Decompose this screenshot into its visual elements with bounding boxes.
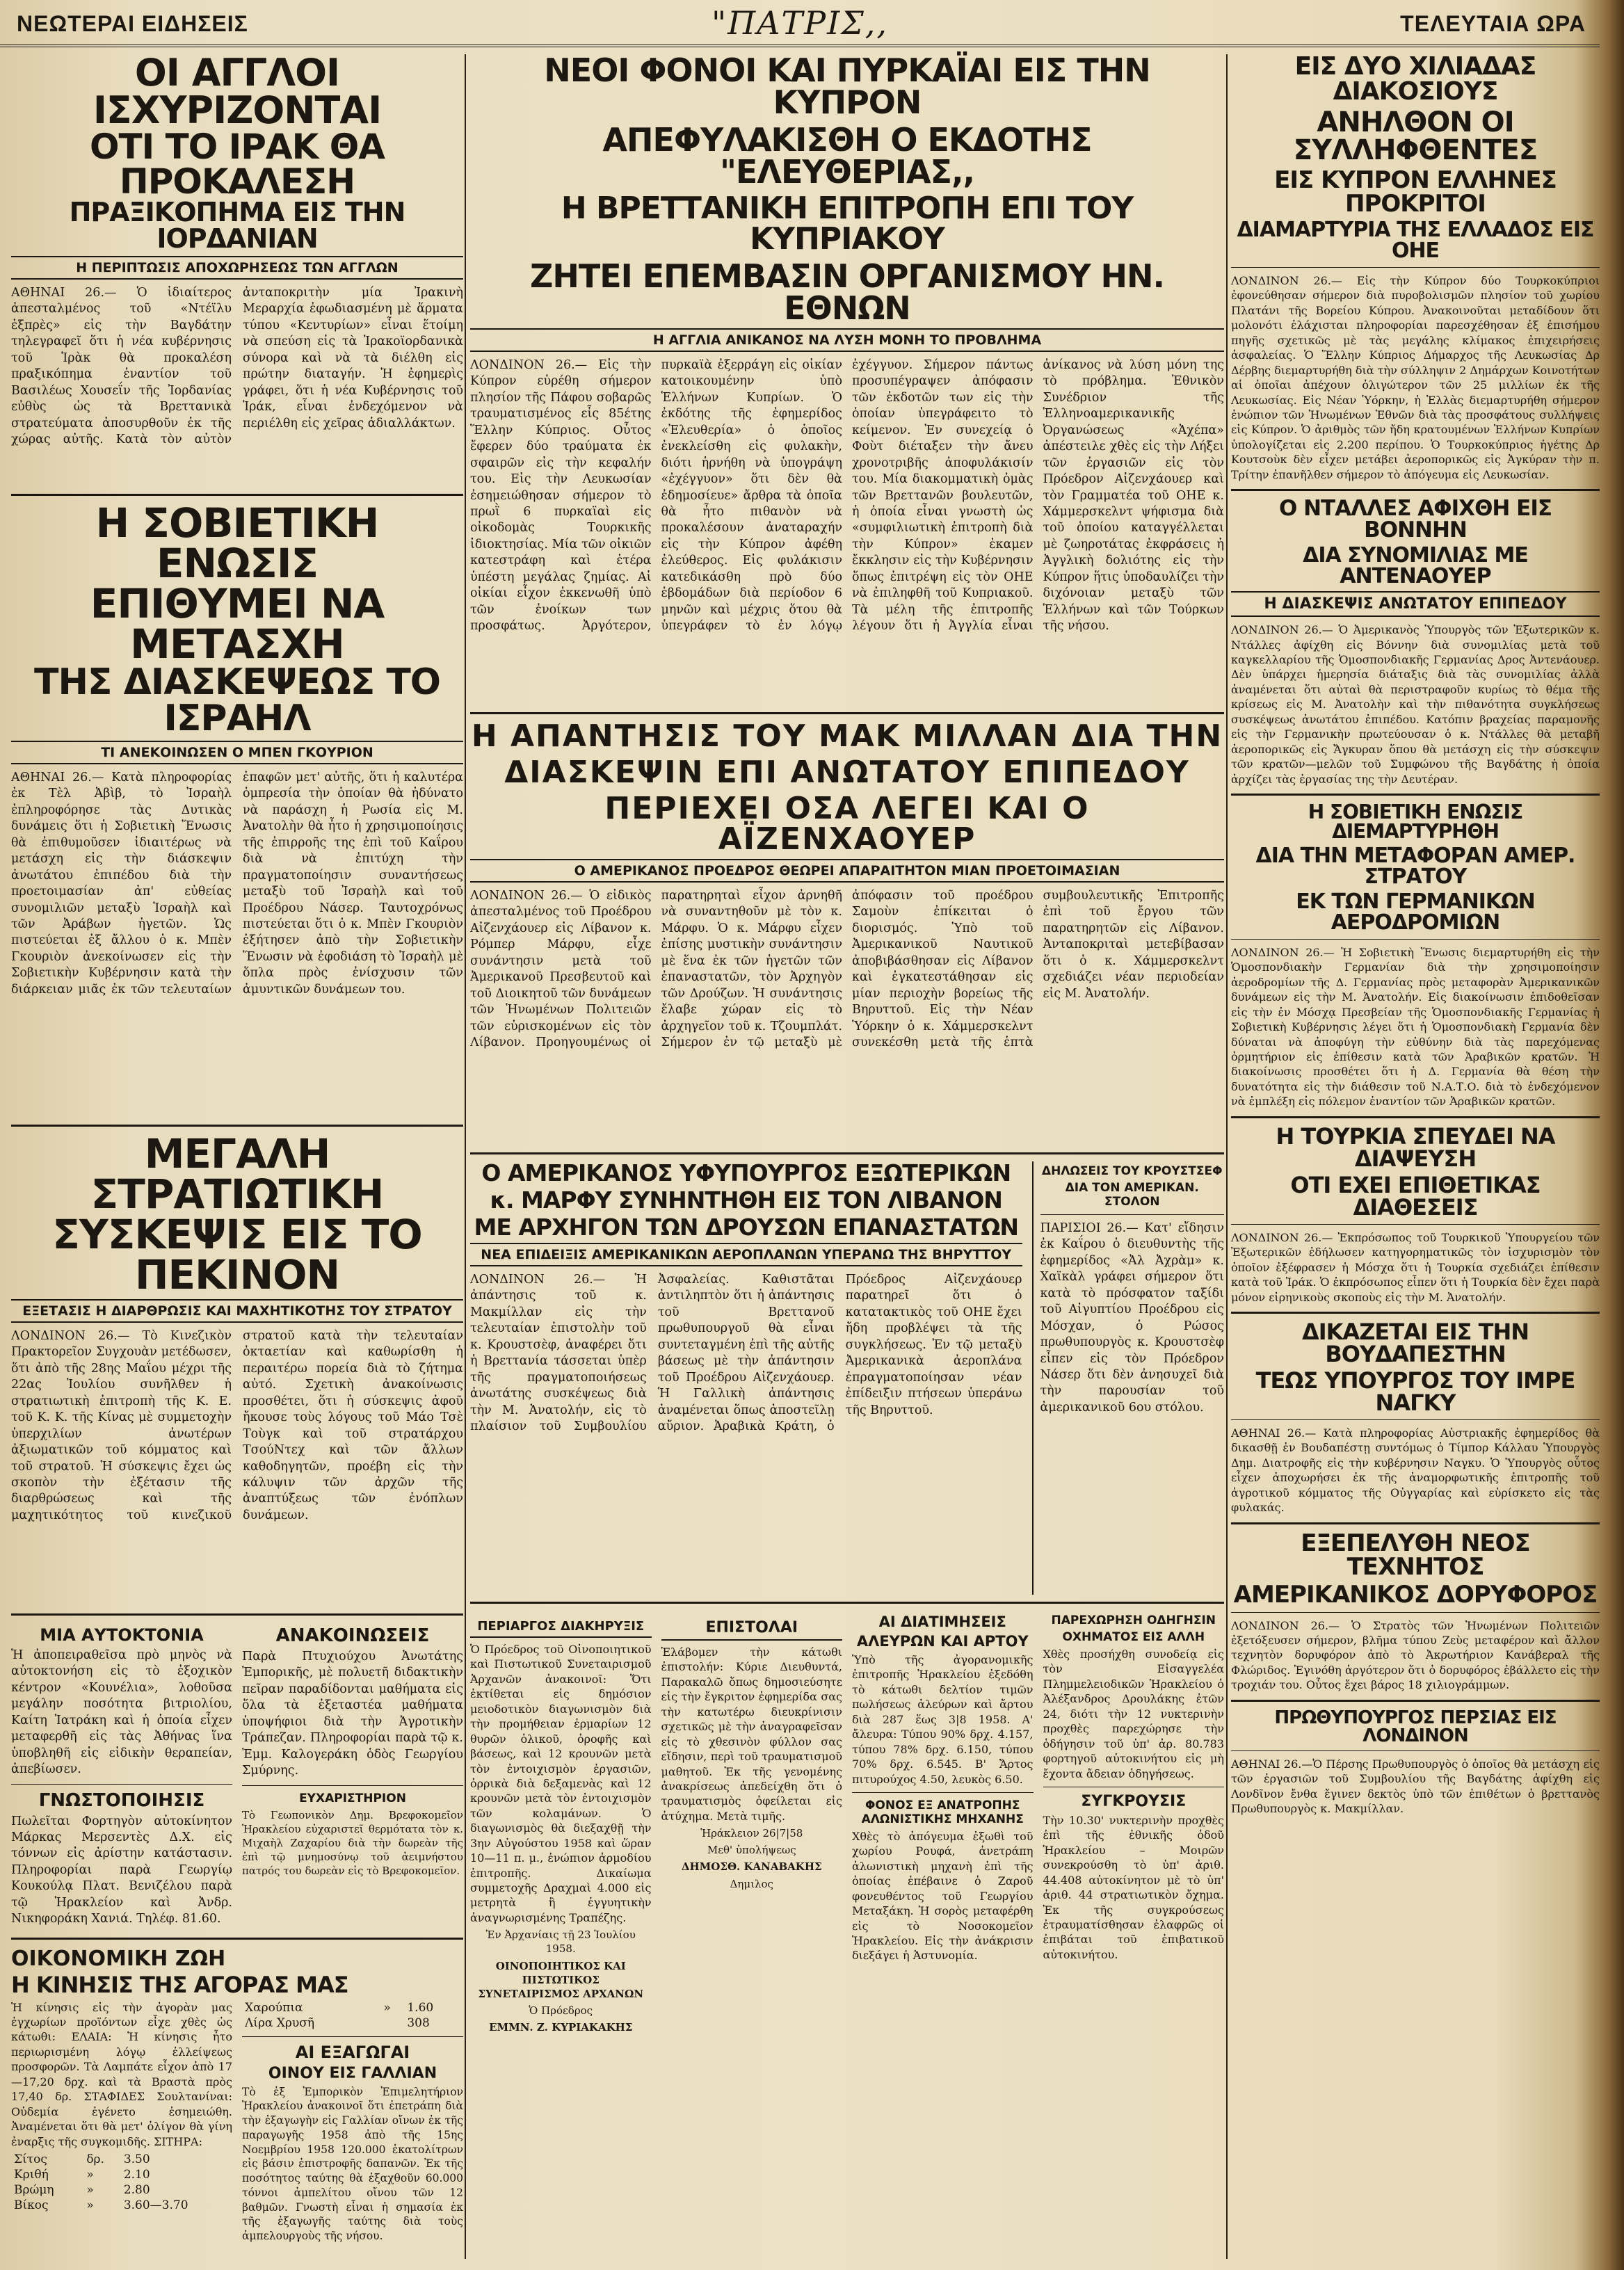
section-title: ΟΙΚΟΝΟΜΙΚΗ ΖΩΗ (11, 1946, 226, 1971)
article-cyprus-arrests (1231, 54, 1600, 482)
article-body: Χθὲς προσήχθη συνοδείᾳ εἰς τὸν Εἰσαγγελέα Πλημμελειοδικῶν Ἡρακλείου ὁ Ἀλέξανδρος Δρουλάκης ἐτῶν 24, διότι τὴν 12 νυκτερινὴν προχθὲς παρεχώρησε τὴν ὁδήγησιν τοῦ ὑπ' ἀρ. 80.783 φορτηγοῦ αὐτοκινήτου εἰς μὴ ἔχοντα ἄδειαν ὁδηγήσεως. (1043, 1648, 1224, 1780)
economy-section (11, 1947, 463, 2246)
headline: ΦΟΝΟΣ ΕΞ ΑΝΑΤΡΟΠΗΣ ΑΛΩΝΙΣΤΙΚΗΣ ΜΗΧΑΝΗΣ (861, 1798, 1024, 1826)
notice-body: Πωλεῖται Φορτηγὸν αὐτοκίνητον Μάρκας Μερσεντὲς Δ.Χ. εἰς τόννων εἰς ἀρίστην κατάστασιν. Πληροφορίαι παρὰ Γεωργίῳ Κουκούλᾳ Πλατ. Βενιζέλου παρὰ τῷ Ἡρακλείον καὶ Ἀνδρ. Νικηφοράκη Χανιά. Τηλέφ. 81.60. (11, 1814, 232, 1926)
headline-line: ΕΚ ΤΩΝ ΓΕΡΜΑΝΙΚΩΝ ΑΕΡΟΔΡΟΜΙΩΝ (1296, 889, 1535, 935)
headline-line: Η ΣΟΒΙΕΤΙΚΗ ΕΝΩΣΙΣ (95, 499, 379, 587)
column-divider (1226, 54, 1228, 2259)
headline-line: Ο ΝΤΑΛΛΕΣ ΑΦΙΧΘΗ ΕΙΣ ΒΟΝΝΗΝ (1278, 496, 1552, 543)
headline-line: ΤΗΣ ΔΙΑΣΚΕΨΕΩΣ ΤΟ ΙΣΡΑΗΛ (34, 661, 440, 739)
quotes-table (242, 2000, 463, 2031)
signature-line: Μεθ' ὑπολήψεως (707, 1844, 796, 1857)
headline-line: ΔΙΑΜΑΡΤΥΡΙΑ ΤΗΣ ΕΛΛΑΔΟΣ ΕΙΣ ΟΗΕ (1237, 218, 1594, 263)
article-iraq-jordan (11, 51, 463, 487)
headline-line: ΠΕΡΙΕΧΕΙ ΟΣΑ ΛΕΓΕΙ ΚΑΙ Ο ΑΪΖΕΝΧΑΟΥΕΡ (604, 791, 1090, 857)
article-satellite (1231, 1531, 1600, 1693)
notice-title: ΓΝΩΣΤΟΠΟΙΗΣΙΣ (38, 1789, 205, 1811)
headline-line: ΠΡΑΞΙΚΟΠΗΜΑ ΕΙΣ ΤΗΝ ΙΟΡΔΑΝΙΑΝ (69, 197, 405, 254)
notice-body: Ὁ Πρόεδρος τοῦ Οἰνοποιητικοῦ καὶ Πιστωτικοῦ Συνεταιρισμοῦ Ἀρχανῶν ἀνακοινοῖ: Ὅτι ἐκτίθεται εἰς δημόσιον μειοδοτικὸν διαγωνισμὸν διὰ τὴν προμήθειαν ἐρμαρίων 12 θυρῶν ὁλικοῦ, ὀροφῆς καὶ βάσεως, καὶ 12 κρουνῶν μετὰ τὸν ἐντοιχισμὸν ἐργασιῶν, ὀρρικὰ διὰ δεξαμενὰς καὶ 12 κρουνῶν μετὰ τὸν ἐντοιχισμὸν τῶν κολαμάνων. Ὁ διαγωνισμὸς θὰ διεξαχθῇ τὴν 3ην Αὐγούστου 1958 καὶ ὥραν 10—11 π. μ., ἐνώπιον ἁρμοδίου ἐπιτροπῆς. Δικαίωμα συμμετοχῆς Δραχμαὶ 4.000 εἰς μετρητὰ ἢ ἐγγυητικὴν ἀναγνωρισμένης Τραπέζης. (470, 1643, 652, 1924)
notice-body: Παρὰ Πτυχιούχου Ἀνωτάτης Ἐμπορικῆς, μὲ πολυετῆ διδακτικὴν πεῖραν παραδίδονται μαθήματα εἰς ὅλα τὰ ἐξεταστέα μαθήματα ὑποψήφιοι διὰ τὴν Ἀγροτικὴν Τράπεζαν. Πληροφορίαι παρὰ τῷ κ. Ἐμμ. Καλογεράκη ὁδὸς Γεωργίου Σμύρνης. (242, 1650, 463, 1778)
article-body: ΛΟΝΔΙΝΟΝ 26.— Ὁ Στρατὸς τῶν Ἡνωμένων Πολιτειῶν ἐξετόξευσεν σήμερον, βλῆμα τύπου Ζεὺς μεταφέρον καὶ ἄλλον τεχνητὸν δορυφόρον ἀπὸ τὸ Ἀκρωτήριον Κανάβεραλ τῆς Φλώριδος. Ἐγινόθη ἀργότερον ὅτι ὁ δορυφόρος ἐβάλλετο εἰς τὴν τροχιάν του. Οὗτος ἔχει βάρος 18 χιλιογράμμων. (1231, 1618, 1600, 1692)
headline-line: ΖΗΤΕΙ ΕΠΕΜΒΑΣΙΝ ΟΡΓΑΝΙΣΜΟΥ ΗΝ. ΕΘΝΩΝ (529, 257, 1165, 327)
article-body: ΑΘΗΝΑΙ 26.— Ὁ ἰδιαίτερος ἀπεσταλμένος τοῦ «Ντέϊλυ ἐξπρὲς» εἰς τὴν Βαγδάτην τηλεγραφεῖ ὅτι ἡ νέα κυβέρνησις τοῦ Ἰρὰκ θὰ προκαλέση πραξικόπημα ἐναντίον τοῦ Βασιλέως Χουσεΐν τῆς Ἰορδανίας εὐθὺς ὡς τὰ Βρεττανικὰ στρατεύματα ἀποσυρθοῦν ἐκ τῆς χώρας αὐτῆς. Κατὰ τὸν αὐτὸν ἀνταποκριτὴν μία Ἰρακινὴ Μεραρχία ἐφωδιασμένη μὲ ἅρματα τύπου «Κεντυρίων» εἶναι ἕτοίμη νὰ σπεύση εἰς τὰ Ἰρακοϊορδανικὰ σύνορα καὶ νὰ τὰ διέλθη εἰς πρώτην διαταγήν. Ἡ ἐφημερὶς γράφει, ὅτι ἡ νέα Κυβέρνησις τοῦ Ἰράκ, εἶναι ἐνδεχόμενον νὰ περιέλθη εἰς χεῖρας ἀδιαλλάκτων. (11, 286, 463, 446)
headline-line: ΟΤΙ ΕΧΕΙ ΕΠΙΘΕΤΙΚΑΣ ΔΙΑΘΕΣΕΙΣ (1290, 1171, 1541, 1221)
subheadline: ΝΕΑ ΕΠΙΔΕΙΞΙΣ ΑΜΕΡΙΚΑΝΙΚΩΝ ΑΕΡΟΠΛΑΝΩΝ ΥΠΕΡΑΝΩ ΤΗΣ ΒΗΡΥΤΤΟΥ (470, 1243, 1022, 1266)
price-row: Σίτος δρ. 3.50 (14, 2152, 150, 2166)
headline-line: ΕΞΕΠΕΛΥΘΗ ΝΕΟΣ ΤΕΧΝΗΤΟΣ (1301, 1529, 1530, 1581)
notice-title: ΑΝΑΚΟΙΝΩΣΕΙΣ (275, 1625, 430, 1646)
notice-body: Ἡ ἀποπειραθεῖσα πρὸ μηνὸς νὰ αὐτοκτονήση εἰς τὸ ἐξοχικὸν κέντρον «Κουνέλια», λοθοῦσα μεγάλην ποσότητα βιτριολίου, Καίτη Ἰατράκη καὶ ἡ ὁποία εἶχεν μεταφερθῆ εἰς τὰς Ἀθήνας ἵνα ὑποβληθῆ εἰς εἰδικὴν θεραπείαν, ἀπεβίωσεν. (11, 1648, 232, 1777)
headline: ΠΡΩΘΥΠΟΥΡΓΟΣ ΠΕΡΣΙΑΣ ΕΙΣ ΛΟΝΔΙΝΟΝ (1274, 1707, 1557, 1746)
article-body: ΑΘΗΝΑΙ 26.— Κατὰ πληροφορίας ἐκ Τὲλ Ἀβὶβ, τὸ Ἰσραὴλ ἐπληροφόρησε τὰς Δυτικὰς δυνάμεις ὅτι ἡ Σοβιετικὴ Ἕνωσις θὰ ἐπιθυμοῦσεν ἰδιαιτέρως νὰ μετάσχη εἰς τὴν διάσκεψιν ἀνωτάτου ἐπιπέδου διὰ τὴν προετοιμασίαν ἀπ' εὐθείας συνομιλιῶν μεταξὺ Ἰσραὴλ καὶ τῶν Ἀράβων ἡγετῶν. Ὡς πιστεύεται ἐξ ἄλλου ὁ κ. Μπὲν Γκουριὸν ἀνεκοίνωσεν εἰς τὴν Σοβιετικὴν Κυβέρνησιν κατὰ τὴν διάρκειαν μιᾶς ἐκ τῶν τελευταίων ἐπαφῶν μετ' αὐτῆς, ὅτι ἡ καλυτέρα ὁμπρεσία τὴν ὁποίαν θὰ ἠδύνατο νὰ παράσχη ἡ Ρωσία εἰς Μ. Ἀνατολὴν θὰ ἦτο ἡ χρησιμοποίησις τῆς ἐπιρροῆς της ἐπὶ τοῦ Καΐρου διὰ νὰ ἐπιτύχη τὴν πραγματοποίησιν συναντήσεως μεταξὺ τοῦ Ἰσραὴλ καὶ τοῦ Προέδρου Νάσερ. Ταυτοχρόνως πιστεύεται ὅτι ὁ κ. Μπὲν Γκουριὸν ἐξήτησεν ἀπὸ τὴν Σοβιετικὴν Ἕνωσιν νὰ ἐφοδιάση τὸ Ἰσραὴλ μὲ ὅπλα πρὸς ἐνίσχυσιν τῶν ἀμυντικῶν δυνάμεων του. (11, 771, 463, 997)
headline-line: Η ΤΟΥΡΚΙΑ ΣΠΕΥΔΕΙ ΝΑ ΔΙΑΨΕΥΣΗ (1276, 1122, 1555, 1172)
signature-line: ΟΙΝΟΠΟΙΗΤΙΚΟΣ ΚΑΙ ΠΙΣΤΩΤΙΚΟΣ ΣΥΝΕΤΑΙΡΙΣΜΟΣ ΑΡΧΑΝΩΝ (478, 1959, 644, 2000)
article-body: ΛΟΝΔΙΝΟΝ 26.— Ὁ εἰδικὸς ἀπεσταλμένος τοῦ Προέδρου Αἰζενχάουερ εἰς Λίβανον κ. Ρόμπερ Μάρφυ, εἶχε συνάντησιν μετὰ τοῦ Ἀμερικανοῦ Πρεσβευτοῦ καὶ τοῦ Διοικητοῦ τῶν δυνάμεων τῶν Ἡνωμένων Πολιτειῶν τῶν εὑρισκομένων εἰς τὸν Λίβανον. Προηγουμένως οἱ παρατηρηταὶ εἶχον ἀρνηθῆ νὰ συναντηθοῦν μὲ τὸν κ. Μάρφυ. Ὁ κ. Μάρφυ εἶχεν ἐπίσης μυστικὴν συνάντησιν μὲ ἕνα ἐκ τῶν ἡγετῶν τῶν ἐπαναστατῶν, τὸν Ἀρχηγὸν τῶν Δρούζων. Ἡ συνάντησις ἔλαβε χώραν εἰς τὸ ἀρχηγεῖον τοῦ κ. Τζουμπλάτ. Σήμερον ἐν τῷ μεταξὺ μὲ ἀπόφασιν τοῦ προέδρου Σαμοὺν ἐπίκειται ὁ διορισμός. Ὑπὸ τοῦ Ἀμερικανικοῦ Ναυτικοῦ ἀποβιβάσθησαν εἰς Λίβανον καὶ ἐγκατεστάθησαν εἰς μίαν περιοχὴν βορείως τῆς Βηρυττοῦ. Εἰς τὴν Νέαν Ὑόρκην ὁ κ. Χάμμερσκελντ συνεκέσθη μετὰ τῆς ἑπτὰ συμβουλευτικῆς Ἐπιτροπῆς ἐπὶ τοῦ ἔργου τῶν παρατηρητῶν εἰς Λίβανον. Ἀνταποκριταὶ μετεβίβασαν ὅτι ὁ κ. Χάμμερσκελντ σχεδιάζει νέαν περιοδείαν εἰς Μ. Ἀνατολήν. (470, 889, 1224, 1049)
masthead-right-label: ΤΕΛΕΥΤΑΙΑ ΩΡΑ (1400, 11, 1586, 36)
headline: ΣΥΓΚΡΟΥΣΙΣ (1081, 1792, 1187, 1810)
article-body: ΛΟΝΔΙΝΟΝ 26.— Ἡ ἀπάντησις τοῦ κ. Μακμίλλαν εἰς τὴν τελευταίαν ἐπιστολὴν τοῦ κ. Κρουστσὲφ, ἀναφέρει ὅτι ἡ Βρεττανία τάσσεται ὑπὲρ τῆς πραγματοποιήσεως ἀνωτάτης συσκέψεως διὰ τὴν Μ. Ἀνατολήν, εἰς τὸ πλαίσιον τοῦ Συμβουλίου Ἀσφαλείας. Καθιστᾶται ἀντιληπτὸν ὅτι ἡ ἀπάντησις τοῦ Βρεττανοῦ πρωθυπουργοῦ θὰ εἶναι συντεταγμένη ἐπὶ τῆς αὐτῆς βάσεως μὲ τὴν ἀπάντησιν τοῦ Προέδρου Αἰζενχάουερ. Ἡ Γαλλικὴ ἀπάντησις ἀναμένεται ὅπως ἀποστεῖλῃ αὔριον. Ἀραβικὰ Κράτη, ὁ Πρόεδρος Αἰζενχάουερ παρατηρεῖ ὅτι ὁ κατατακτικὸς τοῦ ΟΗΕ ἔχει ἤδη προβλέψει τὰ τῆς συγκλήσεως. Ἐν τῷ μεταξὺ Ἀμερικανικὰ ἀεροπλάνα ἐπραγματοποίησαν νέαν ἐπίδειξιν πτήσεων ὑπεράνω τῆς Βηρυττοῦ. (470, 1273, 1022, 1433)
column-right (1231, 54, 1600, 1819)
signature-line: Ἐν Ἀρχανίαις τῇ 23 Ἰουλίου 1958. (485, 1929, 636, 1956)
price-row: Βίκος » 3.60—3.70 (14, 2198, 188, 2212)
headline-line: ΕΙΣ ΔΥΟ ΧΙΛΙΑΔΑΣ ΔΙΑΚΟΣΙΟΥΣ (1294, 52, 1536, 106)
newspaper-title: "ΠΑΤΡΙΣ,, (711, 4, 889, 42)
column-left (11, 51, 463, 2246)
headline-line: ΟΤΙ ΤΟ ΙΡΑΚ ΘΑ ΠΡΟΚΑΛΕΣΗ (90, 127, 385, 202)
subheadline: Ο ΑΜΕΡΙΚΑΝΟΣ ΠΡΟΕΔΡΟΣ ΘΕΩΡΕΙ ΑΠΑΡΑΙΤΗΤΟΝ ΜΙΑΝ ΠΡΟΕΤΟΙΜΑΣΙΑΝ (470, 859, 1224, 883)
article-body: ΑΘΗΝΑΙ 26.— Κατὰ πληροφορίας Αὐστριακῆς ἐφημερίδος θὰ δικασθῇ ἐν Βουδαπέστῃ συντόμως ὁ Τίμπορ Κάλλαυ Ὑπουργὸς Δημ. Διατροφῆς εἰς τὴν κυβέρνησιν Ναγκυ. Ὁ Ὑπουργὸς οὗτος εἶχεν ἀποχωρήσει ἐκ τῆς ἀναμορφωτικῆς ἐπιτροπῆς τοῦ ἀγροτικοῦ κόμματος τῆς Οὐγγαρίας καὶ εὑρίσκετο εἰς τὰς φυλακάς. (1231, 1426, 1600, 1515)
signature-line: Ὁ Πρόεδρος (529, 2004, 593, 2017)
headline-line: ΣΥΣΚΕΨΙΣ ΕΙΣ ΤΟ ΠΕΚΙΝΟΝ (52, 1211, 422, 1298)
article-peking-conference (11, 1130, 463, 1607)
headline-line: ΔΙΑΣΚΕΨΙΝ ΕΠΙ ΑΝΩΤΑΤΟΥ ΕΠΙΠΕΔΟΥ (504, 755, 1190, 790)
headline-line: Η ΣΟΒΙΕΤΙΚΗ ΕΝΩΣΙΣ ΔΙΕΜΑΡΤΥΡΗΘΗ (1308, 800, 1523, 843)
headline-line: ΔΙΑ ΤΗΝ ΜΕΤΑΦΟΡΑΝ ΑΜΕΡ. ΣΤΡΑΤΟΥ (1255, 843, 1575, 889)
column-divider (465, 54, 466, 2259)
headline-line: ΝΕΟΙ ΦΟΝΟΙ ΚΑΙ ΠΥΡΚΑΪΑΙ ΕΙΣ ΤΗΝ ΚΥΠΡΟΝ (544, 51, 1150, 121)
masthead-left-label: ΝΕΩΤΕΡΑΙ ΕΙΔΗΣΕΙΣ (17, 11, 248, 36)
article-body: ΛΟΝΔΙΝΟΝ 26.— Ἐκπρόσωπος τοῦ Τουρκικοῦ Ὑπουργείου τῶν Ἐξωτερικῶν ἐδήλωσεν κατηγορηματικῶς τὸν ἰσχυρισμὸν τὸν ὁποῖον ἐξέφρασεν ἡ Μόσχα ὅτι ἡ Τουρκία σχεδιάζει ἐπίθεσιν κατὰ τοῦ Ἰράκ. Ὁ ἐκπρόσωπος εἶπεν ὅτι ἡ Τουρκία δὲν ἔχει παρὰ μόνον εἰρηνικοὺς σκοποὺς εἰς τὴν Μ. Ἀνατολήν. (1231, 1230, 1600, 1304)
article-body: Ἡ κίνησις εἰς τὴν ἀγορὰν μας ἐγχωρίων προϊόντων εἶχε χθὲς ὡς κάτωθι: ΕΛΑΙΑ: Ἡ κίνησις ἦτο περιωρισμένη λόγῳ ἐλλείψεως προσφορῶν. Τὰ Λαμπάτε εἶχον ἀπὸ 17—17,20 δρχ. καὶ τὰ Βραστὰ πρὸς 17,40 δρ. ΣΤΑΦΙΔΕΣ Σουλτανίναι: Οὐδεμία ἐγένετο ἐσημειώθη. Ἀναμένεται ὅτι θὰ μετ' ὀλίγον θὰ γίνη ἐναρξις τῆς συγκομιδῆς. ΣΙΤΗΡΑ: (11, 2000, 232, 2148)
headline-line: ΤΕΩΣ ΥΠΟΥΡΓΟΣ ΤΟΥ ΙΜΡΕ ΝΑΓΚΥ (1255, 1367, 1575, 1416)
notice-body: Τὸ Γεωπονικὸν Δημ. Βρεφοκομεῖον Ἡρακλείου εὐχαριστεῖ θερμότατα τὸν κ. Μιχαὴλ Ζαχαρίου διὰ τὴν δωρεὰν τῆς ἐπὶ τῷ μνημοσύνῳ τοῦ ἀειμνήστου πατρός του δωρεὰν εἰς τὸ Βρεφοκομεῖον. (242, 1808, 463, 1877)
notice-title: ΜΙΑ ΑΥΤΟΚΤΟΝΙΑ (40, 1625, 204, 1645)
article-soviet-israel (11, 499, 463, 1118)
small-notices (11, 1623, 463, 1931)
subheadline: ΕΞΕΤΑΣΙΣ Η ΔΙΑΡΘΡΩΣΙΣ ΚΑΙ ΜΑΧΗΤΙΚΟΤΗΣ ΤΟΥ ΣΤΡΑΤΟΥ (11, 1299, 463, 1323)
signature-line: Ἡράκλειον 26|7|58 (700, 1827, 803, 1840)
article-cyprus-lead (470, 51, 1224, 705)
article-body: ΛΟΝΔΙΝΟΝ 26.— Εἰς τὴν Κύπρον εὑρέθη σήμερον πλησίον τῆς Πάφου σοβαρῶς τραυματισμένος εἷς 85έτης Ἕλλην Κύπριος. Οὗτος ἔφερεν δύο τραύματα ἐκ σφαιρῶν εἰς τὴν κεφαλήν του. Εἰς τὴν Λευκωσίαν ἐσημειώθησαν σήμερον τὸ πρωῒ 6 πυρκαϊαὶ εἰς οἰκοδομὰς Τουρκικῆς ἰδιοκτησίας. Μία τῶν οἰκιῶν κατεστράφη καὶ ἑτέρα ὑπέστη μεγάλας ζημίας. Αἱ οἰκίαι εἶχον ἐκκενωθῆ ὑπὸ τῶν ἐνοίκων των προσφάτως. Ἀργότερον, πυρκαϊὰ ἐξερράγη εἰς οἰκίαν κατοικουμένην ὑπὸ Ἑλλήνων Κυπρίων. Ὁ ἐκδότης τῆς ἐφημερίδος «Ἐλευθερία» ὁ ὁποῖος ἐνεκλείσθη εἰς φυλακὴν, διότι ἠρνήθη νὰ ὑπογράψη «ἐχέγγυον» ὅτι δὲν θὰ ἐδημοσίευε» ἄρθρα τὰ ὁποῖα θὰ ἦτο πιθανὸν νὰ προκαλέσουν ἀναταραχήν εἰς τὴν Κύπρον ἀφέθη ἐλεύθερος. Εἰς φυλάκισιν κατεδικάσθη πρὸ δύο ἑβδομάδων διὰ περίοδον 6 μηνῶν καὶ μέχρις ὅτου θὰ ὑπεγράφεν τὸ ἐν λόγῳ ἐχέγγυον. Σήμερον πάντως προσυπέγραψεν ἀπόφασιν τῶν ἐκδοτῶν των εἰς τὴν ὁποίαν ὑπεγράφειτο τὸ κείμενον. Ἐν συνεχείᾳ ὁ Φοὺτ διέταξεν τὴν ἄνευ χρονοτριβῆς ἀποφυλάκισίν του. Μία διακομματικὴ ὁμὰς τῶν Βρεττανῶν βουλευτῶν, ἡ ὁποία εἶναι γνωστὴ ὡς «συμφιλιωτικὴ ἐπιτροπὴ διὰ τὴν Κύπρον» ἐκαμεν ἔκκλησιν εἰς τὴν Κυβέρνησιν ὅπως ἐπιτρέψη εἰς τὸν ΟΗΕ νὰ ἐπιληφθῆ τοῦ Κυπριακοῦ. Τὰ μέλη τῆς ἐπιτροπῆς λέγουν ὅτι ἡ Ἀγγλία εἶναι ἀνίκανος νὰ λύση μόνη της τὸ πρόβλημα. Ἐθνικὸν Συνέδριον τῆς Ἑλληνοαμερικανικῆς Ὀργανώσεως «Ἀχέπα» ἀπέστειλε χθὲς εἰς τὴν Λήξει τῶν ἐργασιῶν εἰς τὸν Πρόεδρον Αἰζενχάουερ καὶ τὸν Γραμματέα τοῦ ΟΗΕ κ. Χάμμερσκελντ ψήφισμα διὰ τοῦ ὁποίου καταγγέλλεται μὲ ζωηροτάτας ἐκφράσεις ἡ Ἀγγλικὴ δολιότης εἰς τὴν Κύπρον ἥτις ὑποδαυλίζει τὴν διχόνοιαν μεταξὺ τῶν Ἑλλήνων καὶ τῶν Τούρκων τῆς νήσου. (470, 358, 1224, 633)
headline-line: ΑΙ ΕΞΑΓΩΓΑΙ (295, 2042, 410, 2062)
notice-title: ΠΕΡΙΑΡΓΟΣ ΔΙΑΚΗΡΥΞΙΣ (470, 1616, 652, 1638)
subheadline: Η ΑΓΓΛΙΑ ΑΝΙΚΑΝΟΣ ΝΑ ΛΥΣΗ ΜΟΝΗ ΤΟ ΠΡΟΒΛΗΜΑ (470, 328, 1224, 352)
article-dulles-bonn (1231, 498, 1600, 787)
signature-line: ΔΗΜΟΣΘ. ΚΑΝΑΒΑΚΗΣ (681, 1860, 822, 1874)
bottom-notices (470, 1611, 1224, 2037)
article-body: ΛΟΝΔΙΝΟΝ 26.— Ἡ Σοβιετικὴ Ἕνωσις διεμαρτυρήθη εἰς τὴν Ὁμοσπονδιακὴν Γερμανίαν διὰ τὴν χρησιμοποίησιν ἀεροδρομίων τῆς Δ. Γερμανίας πρὸς μεταφορὰν Ἀμερικανικῶν δυνάμεων εἰς τὴν Μ. Ἀνατολήν. Εἰς διακοίνωσιν ἐπιδοθεῖσαν εἰς τὴν ἐν Μόσχᾳ Πρεσβείαν τῆς Ὁμοσπονδιακῆς Γερμανίας ἡ Σοβιετικὴ Κυβέρνησις λέγει ὅτι ἡ Ὁμοσπονδιακὴ Γερμανία δὲν δύναται νὰ ἀποφύγη τὴν εὐθύνην διὰ τὰς παρεχόμενας ὁρμητήριον εἰς ἐπίθεσιν κατὰ τῶν Ἀραβικῶν κρατῶν. Ἡ διακοίνωσις προσθέτει ὅτι ἡ Δ. Γερμανία θὰ θέση τὴν δυνατότητα εἰς τὴν διάθεσιν τοῦ Ν.Α.Τ.Ο. διὰ τὸ ἐνδεχόμενον νὰ ἐμπλέξη εἰς πόλεμον ἐναντίον τῶν Ἀραβικῶν κρατῶν. (1231, 945, 1600, 1109)
headline-line: ΑΙ ΔΙΑΤΙΜΗΣΕΙΣ (878, 1613, 1006, 1630)
headline-line: ΠΑΡΕΧΩΡΗΣΗ ΟΔΗΓΗΣΙΝ (1051, 1613, 1216, 1627)
article-body: Ὑπὸ τῆς ἀγορανομικῆς ἐπιτροπῆς Ἡρακλείου ἐξεδόθη τὸ κάτωθι δελτίον τιμῶν πωλήσεως ἀλεύρων καὶ ἄρτου διὰ 287 ἕως 3|8 1958. Α' ἄλευρα: Τύπου 90% δρχ. 4.157, τύπου 78% δρχ. 6.150, τύπου 70% δρχ. 6.545. Β' Ἄρτος πιτυρούχος 4.50, λευκὸς 6.50. (852, 1653, 1034, 1786)
subheadline: Η ΠΕΡΙΠΤΩΣΙΣ ΑΠΟΧΩΡΗΣΕΩΣ ΤΩΝ ΑΓΓΛΩΝ (11, 256, 463, 280)
notice-body: Ἐλάβομεν τὴν κάτωθι ἐπιστολήν: Κύριε Διευθυντά, Παρακαλῶ ὅπως δημοσιεύσητε εἰς τὴν ἔγκριτον ἐφημερίδα σας τὴν κατωτέρω διευκρίνισιν σχετικῶς μὲ τὴν ἀναγραφεῖσαν εἰς τὸ χθεσινὸν φύλλον σας εἴδησιν, περὶ τοῦ τραυματισμοῦ μαθητοῦ. Ἐκ τῆς γενομένης ἀνακρίσεως ἀπεδείχθη ὅτι ὁ τραυματισμὸς ὀφείλεται εἰς ἀτύχημα. Μετὰ τιμῆς. (661, 1645, 842, 1823)
article-body: ΛΟΝΔΙΝΟΝ 26.— Ὁ Ἀμερικανὸς Ὑπουργὸς τῶν Ἐξωτερικῶν κ. Ντάλλες ἀφίχθη εἰς Βόννην διὰ συνομιλίας μετὰ τοῦ καγκελλαρίου τῆς Ὁμοσπονδιακῆς Γερμανίας Δρος Ἀντενάουερ. Δὲν ὑπάρχει ἡμερησία διάταξις διὰ τὰς συνομιλίας ἀλλὰ ἀναμένεται ὅτι αὐταὶ θὰ περιστραφοῦν κυρίως τὸ θέμα τῆς κρίσεως εἰς Μ. Ἀνατολὴν καὶ τὴν πιθανότητα συγκλήσεως συσκέψεως ἀνωτάτου ἐπιπέδου. Κατόπιν βραχείας παραμονῆς εἰς τὴν Γερμανικὴν πρωτεύουσαν ὁ κ. Ντάλλες θὰ μεταβῆ ἀεροπορικῶς εἰς Ἄγκυραν ὅπου θὰ μετάσχη εἰς τὴν σύσκεψιν τῶν κρατῶν—μελῶν τοῦ Συμφώνου τῆς Βαγδάτης ἡ ὁποία ἀρχίζει τὰς ἐργασίας της τὴν Δευτέραν. (1231, 623, 1600, 786)
article-turkey-denial (1231, 1122, 1600, 1305)
headline-line: ΟΧΗΜΑΤΟΣ ΕΙΣ ΑΛΛΗ (1062, 1630, 1205, 1644)
headline-line: ΜΕ ΑΡΧΗΓΟΝ ΤΩΝ ΔΡΟΥΣΩΝ ΕΠΑΝΑΣΤΑΤΩΝ (474, 1214, 1019, 1241)
headline-line: Ο ΑΜΕΡΙΚΑΝΟΣ ΥΦΥΠΟΥΡΓΟΣ ΕΞΩΤΕΡΙΚΩΝ (481, 1159, 1011, 1186)
article-body: Χθὲς τὸ ἀπόγευμα ἐξωθὶ τοῦ χωρίου Ρουφά, ἀνετράπη ἁλωνιστικὴ μηχανὴ ἐπὶ τῆς ὁποίας ἐπέβαινε ὁ Ζαροῦ φονευθέντος τοῦ Γεωργίου Μεταξάκη. Ἡ σορὸς μεταφέρθη εἰς τὸ Νοσοκομεῖον Ἡρακλείου. Εἰς τὴν ἀνάκρισιν διεξάγει ἡ Ἀστυνομία. (852, 1829, 1034, 1963)
article-lebanon (470, 1161, 1224, 1595)
headline-line: ΔΙΚΑΖΕΤΑΙ ΕΙΣ ΤΗΝ ΒΟΥΔΑΠΕΣΤΗΝ (1301, 1318, 1529, 1367)
price-row: Κριθή » 2.10 (14, 2167, 150, 2182)
headline-line: ΔΗΛΩΣΕΙΣ ΤΟΥ ΚΡΟΥΣΤΣΕΦ (1041, 1164, 1223, 1178)
article-persia-pm (1231, 1709, 1600, 1817)
subheadline: ΤΙ ΑΝΕΚΟΙΝΩΣΕΝ Ο ΜΠΕΝ ΓΚΟΥΡΙΟΝ (11, 741, 463, 764)
notice-title: ΕΠΙΣΤΟΛΑΙ (661, 1616, 843, 1641)
article-body: ΛΟΝΔΙΝΟΝ 26.— Εἰς τὴν Κύπρον δύο Τουρκοκύπριοι ἐφονεύθησαν σήμερον διὰ πυροβολισμῶν πλησίον τοῦ χωρίου Πλατάνι τῆς Βορείου Κύπρου. Ἀνακοινοῦται μεταδίδουν ὅτι μολονότι ἐλάχισται πληροφορίαι παρεσχέθησαν ἐξ ἐπισήμου πηγῆς σχετικῶς μὲ τὰς μεγάλης κλίμακος ἐπιχειρήσεις ἀσφαλείας. Ὁ Ἕλλην Κύπριος Δήμαρχος τῆς Λευκωσίας Δρ Δέρβης διεμαρτυρήθη διὰ τὴν σύλληψιν 2 Δημάρχων Κοινοτήτων αἱ ὁποῖαι ἀπέχουν ὀλιγώτερον τῶν 25 μιλλίων ἐκ τῆς Λευκωσίας. Εἰς Νέαν Ὑόρκην, ἡ Ἑλλὰς διεμαρτυρήθη σήμερον ἐνώπιον τῶν Ἡνωμένων Ἐθνῶν διὰ τὰς προσφάτους συλλήψεις εἰς Κύπρον. Ὁ ἀριθμὸς τῶν ἤδη κρατουμένων Ἑλλήνων Κυπρίων ὑπολογίζεται εἰς 2.200 περίπου. Ὁ Τουρκοκύπριος ἡγέτης Δρ Κουτσοὺκ δὲν εἶχεν μετάβει ἀεροπορικῶς εἰς Ἀγκύραν τὴν π. Τρίτην ἐπανῆλθεν σήμερον τὸ ἀπόγευμα εἰς Λευκωσίαν. (1231, 274, 1600, 481)
headline-line: ΕΙΣ ΚΥΠΡΟΝ ΕΛΛΗΝΕΣ ΠΡΟΚΡΙΤΟΙ (1274, 166, 1557, 218)
article-macmillan (470, 718, 1224, 1145)
headline-line: ΔΙΑ ΣΥΝΟΜΙΛΙΑΣ ΜΕ ΑΝΤΕΝΑΟΥΕΡ (1303, 543, 1528, 589)
article-body: Τὴν 10.30' νυκτερινὴν προχθὲς ἐπὶ τῆς ἐθνικῆς ὁδοῦ Ἡρακλείου – Μοιρῶν συνεκρούσθη τὸ ὑπ' ἀριθ. 44.408 αὐτοκίνητον μὲ τὸ ὑπ' ἀριθ. 44 στρατιωτικὸν ὄχημα. Ἐκ τῆς συγκρούσεως ἐτραυματίσθησαν ἐλαφρῶς οἱ ἐπιβάται τοῦ ἐπιβατικοῦ αὐτοκινήτου. (1043, 1813, 1224, 1961)
signature-line: Δημιλος (730, 1877, 773, 1890)
quote-row: Λίρα Χρυσῆ 308 (245, 2015, 430, 2030)
article-body: Τὸ ἐξ Ἐμπορικὸν Ἐπιμελητήριον Ἡρακλείου ἀνακοινοῖ ὅτι ἐπετράπη διὰ τὴν ἐξαγωγὴν εἰς Γαλλίαν οἴνων ἐκ τῆς παραγωγῆς 1958 ἀπὸ τῆς 15ης Νοεμβρίου 1958 120.000 ἑκατολίτρων εἰς βάσιν ἐπιστροφῆς δαπανῶν. Ἐκ τῆς ποσότητος ταύτης θὰ ἐξαχθοῦν 60.000 τόννοι ἀμπελίτου οἴνου τῶν 12 βαθμῶν. Γνωστὴ εἶναι ἡ σημασία ἐκ τῆς ἐξαγωγῆς ταύτης διὰ τοὺς ἀμπελουργοὺς τῆς νήσου. (242, 2085, 463, 2243)
headline-line: ΟΙ ΑΓΓΛΟΙ ΙΣΧΥΡΙΖΟΝΤΑΙ (93, 51, 382, 132)
signature-line: ΕΜΜΝ. Ζ. ΚΥΡΙΑΚΑΚΗΣ (489, 2020, 633, 2034)
headline-line: ΑΜΕΡΙΚΑΝΙΚΟΣ ΔΟΡΥΦΟΡΟΣ (1233, 1580, 1598, 1609)
notice-title: ΕΥΧΑΡΙΣΤΗΡΙΟΝ (299, 1791, 406, 1805)
column-center (470, 51, 1224, 2037)
headline-line: ΜΕΓΑΛΗ ΣΤΡΑΤΙΩΤΙΚΗ (90, 1130, 384, 1218)
headline-line: ΕΠΙΘΥΜΕΙ ΝΑ ΜΕΤΑΣΧΗ (90, 580, 385, 668)
headline-line: ΑΛΕΥΡΩΝ ΚΑΙ ΑΡΤΟΥ (856, 1633, 1029, 1650)
price-row: Βρώμη » 2.80 (14, 2182, 150, 2197)
prices-table (11, 2152, 232, 2213)
headline-line: ΑΠΕΦΥΛΑΚΙΣΘΗ Ο ΕΚΔΟΤΗΣ "ΕΛΕΥΘΕΡΙΑΣ,, (602, 121, 1092, 191)
article-body: ΛΟΝΔΙΝΟΝ 26.— Τὸ Κινεζικὸν Πρακτορεῖον Συγχουὰν μετέδωσεν, ὅτι ἀπὸ τῆς 28ης Μαΐου μέχρι τῆς 22ας Ἰουλίου συνῆλθεν ἡ στρατιωτικὴ ἐπιτροπὴ τῆς Κ. Ε. τοῦ Κ. Κ. τῆς Κίνας μὲ συμμετοχὴν ὑπερχιλίων ἀνωτέρων ἀξιωματικῶν τοῦ κόμματος καὶ τοῦ στρατοῦ. Ἡ σύσκεψις ἔχει ὡς σκοπὸν τὴν ἐξέτασιν τῆς διαρθρώσεως καὶ τῆς μαχητικότητος τοῦ κινεζικοῦ στρατοῦ κατὰ τὴν τελευταίαν ὀκταετίαν καὶ καθωρίσθη ἡ περαιτέρω πορεία διὰ τὸ ζήτημα αὐτό. Σχετικὴ ἀνακοίνωσις προσθέτει, ὅτι ἡ σύσκεψις ἀφοῦ ἤκουσε τοὺς λόγους τοῦ Μάο Τσὲ Τοὺγκ καὶ τοῦ στρατάρχου ΤσούΝτεχ καὶ τῶν ἄλλων καθοδηγητῶν, προέβη εἰς τὴν κάλυψιν τῶν ἀρχῶν τῆς ἀναπτύξεως τῶν ἐνόπλων δυνάμεων. (11, 1329, 463, 1522)
headline-line: Η ΑΠΑΝΤΗΣΙΣ ΤΟΥ ΜΑΚ ΜΙΛΛΑΝ ΔΙΑ ΤΗΝ (471, 718, 1223, 754)
headline: Η ΚΙΝΗΣΙΣ ΤΗΣ ΑΓΟΡΑΣ ΜΑΣ (11, 1971, 348, 1998)
article-budapest-trial (1231, 1318, 1600, 1515)
article-body: ΠΑΡΙΣΙΟΙ 26.— Κατ' εἴδησιν ἐκ Καΐρου ὁ διευθυντὴς τῆς ἐφημερίδος «Ἀλ Ἀχρὰμ» κ. Χαϊκὰλ γράφει σήμερον ὅτι κατὰ τὸ πρόσφατον ταξίδι τοῦ Αἰγυπτίου Προέδρου εἰς Μόσχαν, ὁ Ρώσος πρωθυπουργὸς κ. Κρουστσὲφ εἶπεν εἰς τὸν Πρόεδρον Νάσερ ὅτι δὲν ἀνησυχεῖ διὰ τὴν παρουσίαν τοῦ ἀμερικανικοῦ 6ου στόλου. (1040, 1221, 1224, 1415)
article-soviet-protest (1231, 800, 1600, 1109)
headline-line: κ. ΜΑΡΦΥ ΣΥΝΗΝΤΗΘΗ ΕΙΣ ΤΟΝ ΛΙΒΑΝΟΝ (490, 1186, 1002, 1214)
subheadline: Η ΔΙΑΣΚΕΨΙΣ ΑΝΩΤΑΤΟΥ ΕΠΙΠΕΔΟΥ (1231, 591, 1600, 617)
headline-line: Η ΒΡΕΤΤΑΝΙΚΗ ΕΠΙΤΡΟΠΗ ΕΠΙ ΤΟΥ ΚΥΠΡΙΑΚΟΥ (561, 191, 1134, 257)
headline-line: ΑΝΗΛΘΟΝ ΟΙ ΣΥΛΛΗΦΘΕΝΤΕΣ (1293, 106, 1538, 166)
quote-row: Χαρούπια » 1.60 (245, 2000, 434, 2015)
headline-line: ΟΙΝΟΥ ΕΙΣ ΓΑΛΛΙΑΝ (268, 2064, 437, 2082)
headline-line: ΔΙΑ ΤΟΝ ΑΜΕΡΙΚΑΝ. ΣΤΟΛΟΝ (1065, 1181, 1199, 1209)
masthead (0, 0, 1600, 47)
article-body: ΑΘΗΝΑΙ 26.—Ὁ Πέρσης Πρωθυπουργὸς ὁ ὁποῖος θὰ μετάσχη εἰς τῶν ἐργασιῶν τοῦ Συμβουλίου τῆς Βαγδάτης ἀφίχθη εἰς Λονδῖνον ἔνθα ἔγινεν δεκτὸς ὑπὸ τῶν ἐπιθέτων ὁ βρεττανὸς Πρωθυπουργὸς κ. Μακμίλλαν. (1231, 1757, 1600, 1816)
